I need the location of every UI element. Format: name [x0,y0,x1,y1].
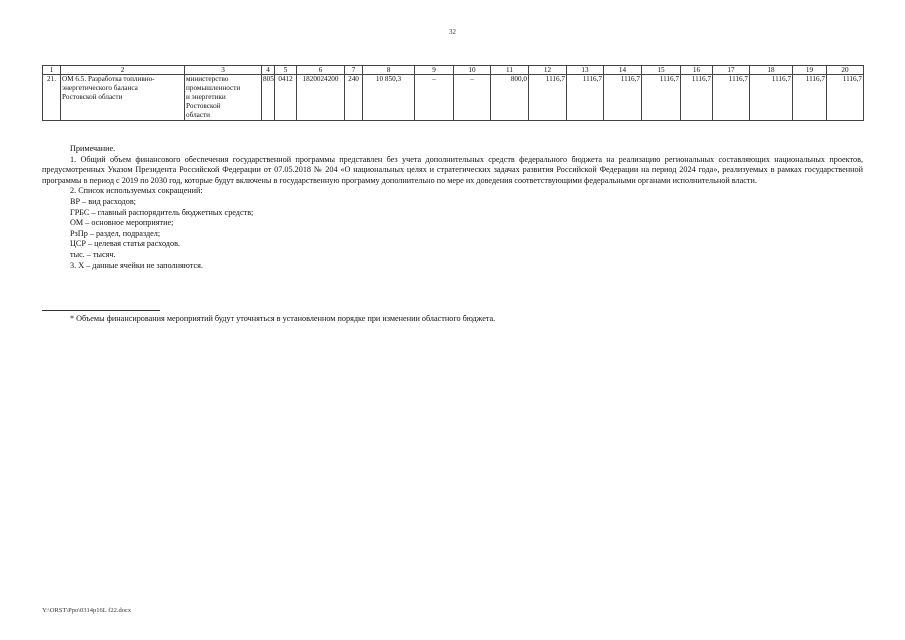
abbreviation-item: тыс. – тысяч. [70,249,116,259]
note-item-3: 3. Х – данные ячейки не заполняются. [70,260,203,270]
csr-cell: 1820024200 [297,75,345,121]
table-row [43,75,864,121]
event-name-line: ОМ 6.5. Разработка топливно- [62,75,155,83]
executor-line: области [186,111,211,119]
year-cell: 1116,7 [750,75,793,121]
col-header: 9 [415,66,454,75]
col-header: 4 [262,66,275,75]
grbs-cell: 805 [262,75,275,121]
financing-table [42,65,864,121]
year-cell: 1116,7 [529,75,567,121]
year-cell: 1116,7 [604,75,642,121]
notes-section [42,144,863,271]
executor-line: и энергетики [186,93,226,101]
year-cell: 1116,7 [827,75,864,121]
year-cell: 1116,7 [642,75,681,121]
abbreviation-item: ГРБС – главный распорядитель бюджетных средств; [70,207,254,217]
event-name-line: Ростовской области [62,93,123,101]
footnote-divider [42,310,160,311]
notes-title: Примечание. [70,144,116,153]
col-header: 10 [454,66,491,75]
year-cell: 1116,7 [713,75,750,121]
executor-line: министерство [186,75,229,83]
col-header: 2 [61,66,185,75]
col-header: 14 [604,66,642,75]
col-header: 15 [642,66,681,75]
col-header: 20 [827,66,864,75]
event-name-line: энергетического баланса [62,84,138,92]
year-cell: – [454,75,491,121]
col-header: 6 [297,66,345,75]
year-cell: 1116,7 [567,75,604,121]
abbreviation-item: ВР – вид расходов; [70,196,136,206]
col-header: 19 [793,66,827,75]
rzpr-cell: 0412 [275,75,297,121]
year-cell: 800,0 [491,75,529,121]
file-path: Y:\ORST\Ppo\0314p16L f22.docx [42,607,132,614]
col-header: 5 [275,66,297,75]
col-header: 18 [750,66,793,75]
col-header: 13 [567,66,604,75]
col-header: 8 [363,66,415,75]
abbreviation-item: ОМ – основное мероприятие; [70,218,174,228]
event-name [61,75,185,121]
col-header: 11 [491,66,529,75]
year-cell: – [415,75,454,121]
col-header: 1 [43,66,61,75]
note-item-2-title: 2. Список используемых сокращений: [70,186,203,196]
abbreviation-item: ЦСР – целевая статья расходов. [70,239,180,249]
year-cell: 1116,7 [681,75,713,121]
total-cell: 10 850,3 [363,75,415,121]
footnote: * Объемы финансирования мероприятий будут уточняться в установленном порядке при изменении областного бюджета. [70,314,496,323]
col-header: 17 [713,66,750,75]
header-row [43,66,864,75]
col-header: 3 [185,66,262,75]
col-header: 16 [681,66,713,75]
row-number: 21. [43,75,61,121]
col-header: 12 [529,66,567,75]
executor-line: промышленности [186,84,241,92]
page-number: 32 [449,28,456,36]
year-cell: 1116,7 [793,75,827,121]
executor [185,75,262,121]
vr-cell: 240 [345,75,363,121]
note-item-1: 1. Общий объем финансового обеспечения государственной программы представлен без учета дополнительных средств федерального бюджета на реализацию региональных составляющих национальных проектов, предусмотренных Указом Президента Российской Федерации от 07.05.2018 № 204 «О национальных целях и стратегических задачах развития Российской Федерации на период 2024 года», реализуемых в рамках государственной программы в период с 2019 по 2030 год, которые будут включены в государственную программу дополнительно по мере их доведения соответствующими федеральными органами исполнительной власти. [42,154,863,185]
col-header: 7 [345,66,363,75]
executor-line: Ростовской [186,102,221,110]
abbreviation-item: РзПр – раздел, подраздел; [70,228,161,238]
